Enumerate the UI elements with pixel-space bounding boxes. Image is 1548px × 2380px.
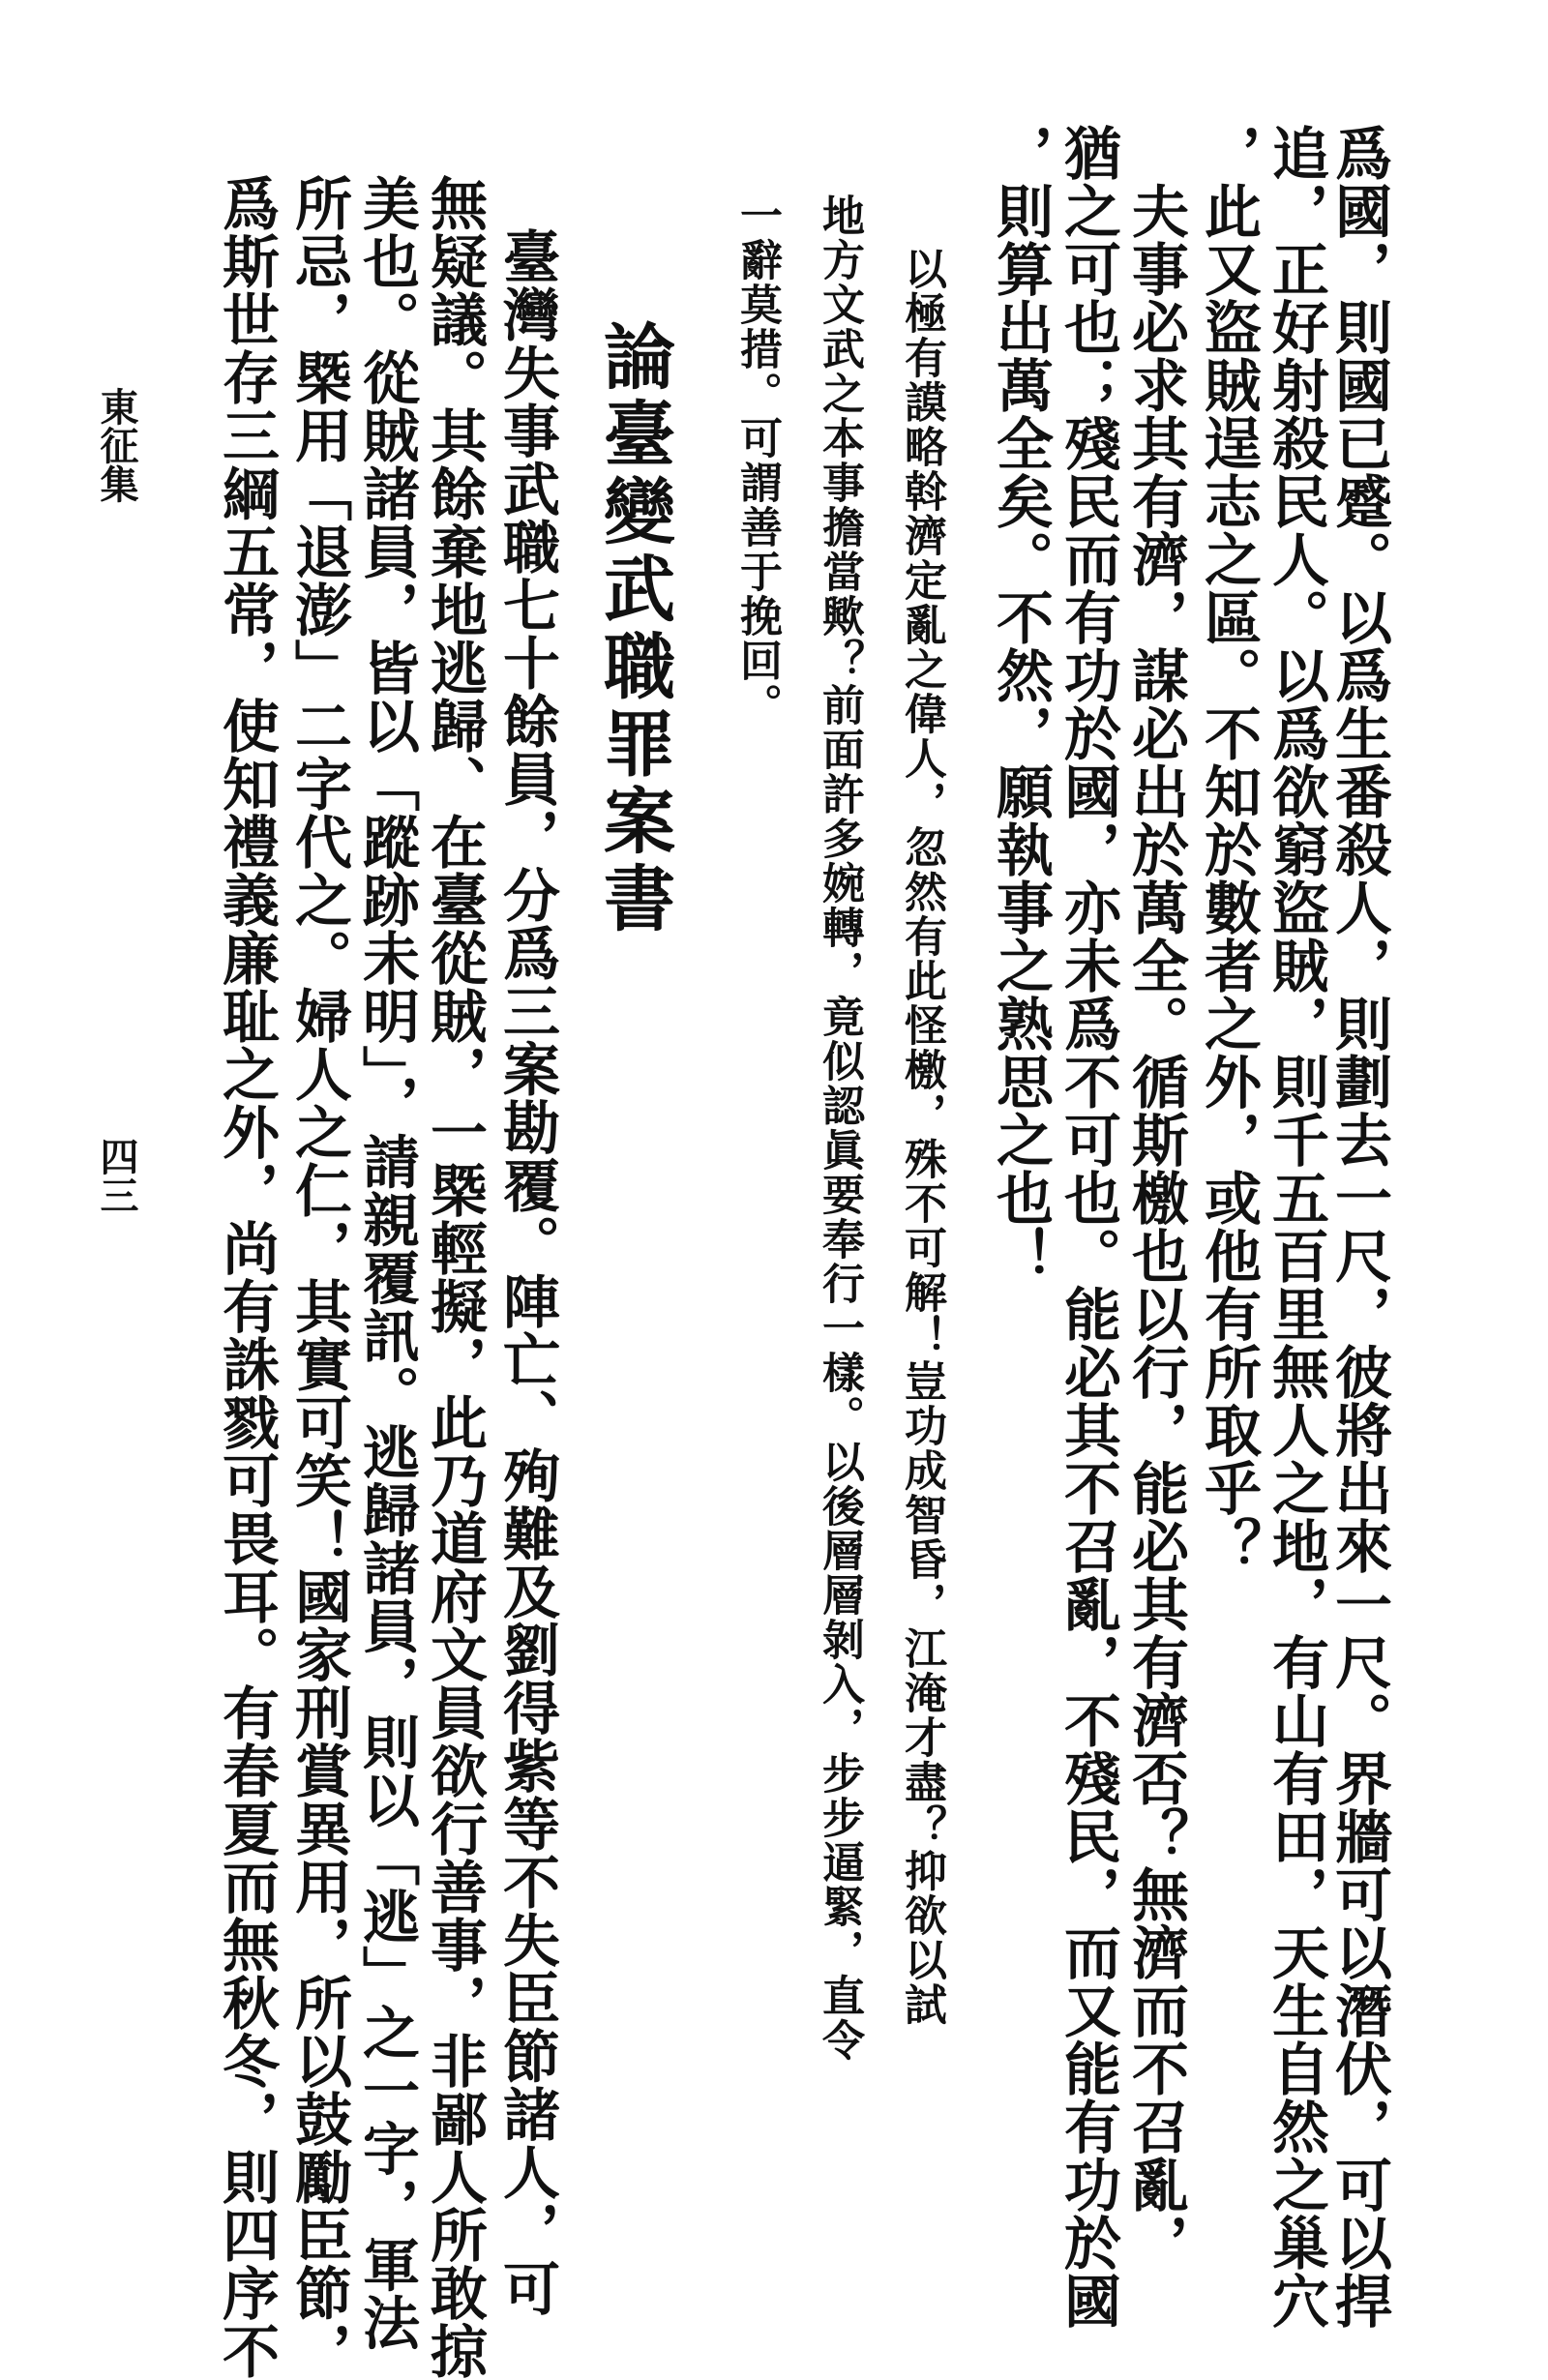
text-column: 追，正好射殺民人。以爲欲窮盜賊，則千五百里無人之地，有山有田，天生自然之巢穴	[1263, 124, 1329, 2330]
text-column: 無疑議。其餘棄地逃歸、在臺從賊，一槩輕擬，此乃道府文員欲行善事，非鄙人所敢掠	[421, 174, 488, 2380]
text-column: 夫事必求其有濟，謀必出於萬全。循斯檄也以行，能必其有濟否？無濟而不召亂，	[1122, 182, 1189, 2272]
commentary-column: 以極有謨略斡濟定亂之偉人，忽然有此怪檄，殊不可解！豈功成智昏，江淹才盡？抑欲以試	[897, 247, 946, 2027]
page-number: 四三	[94, 1137, 139, 1214]
text-column: 猶之可也；殘民而有功於國，亦未爲不可也。能必其不召亂，不殘民，而又能有功於國	[1055, 124, 1121, 2330]
text-column: 爲斯世存三綱五常，使知禮義廉耻之外，尚有誅戮可畏耳。有春夏而無秋冬，則四序不	[213, 174, 280, 2380]
text-column: 臺灣失事武職七十餘員，分爲三案勘覆。陣亡、殉難及劉得紫等不失臣節諸人，可	[493, 227, 560, 2317]
text-column: ，此又盜賊逞志之區。不知於數者之外，或他有所取乎？	[1195, 124, 1262, 1575]
book-title: 東征集	[94, 387, 139, 503]
text-column: 所忌，槩用「退澎」二字代之。婦人之仁，其實可笑！國家刑賞異用，所以鼓勵臣節，	[285, 174, 352, 2380]
text-column: 爲國，則國已蹙。以爲生番殺人，則劃去一尺，彼將出來一尺。界牆可以潛伏，可以捍	[1325, 124, 1392, 2330]
text-column: 美也。從賊諸員，皆以「蹤跡未明」，請親覆訊。逃歸諸員，則以「逃」之一字，軍法	[353, 174, 420, 2352]
commentary-column: 一辭莫措。可謂善于挽回。	[732, 193, 782, 728]
essay-title: 論臺變武職罪案書	[592, 319, 675, 938]
text-column: ，則算出萬全矣。不然，願執事之熟思之也！	[987, 124, 1054, 1285]
commentary-column: 地方文武之本事擔當歟？前面許多婉轉，竟似認眞要奉行一樣。以後層層剝入，步步逼緊，直令	[815, 193, 864, 2063]
